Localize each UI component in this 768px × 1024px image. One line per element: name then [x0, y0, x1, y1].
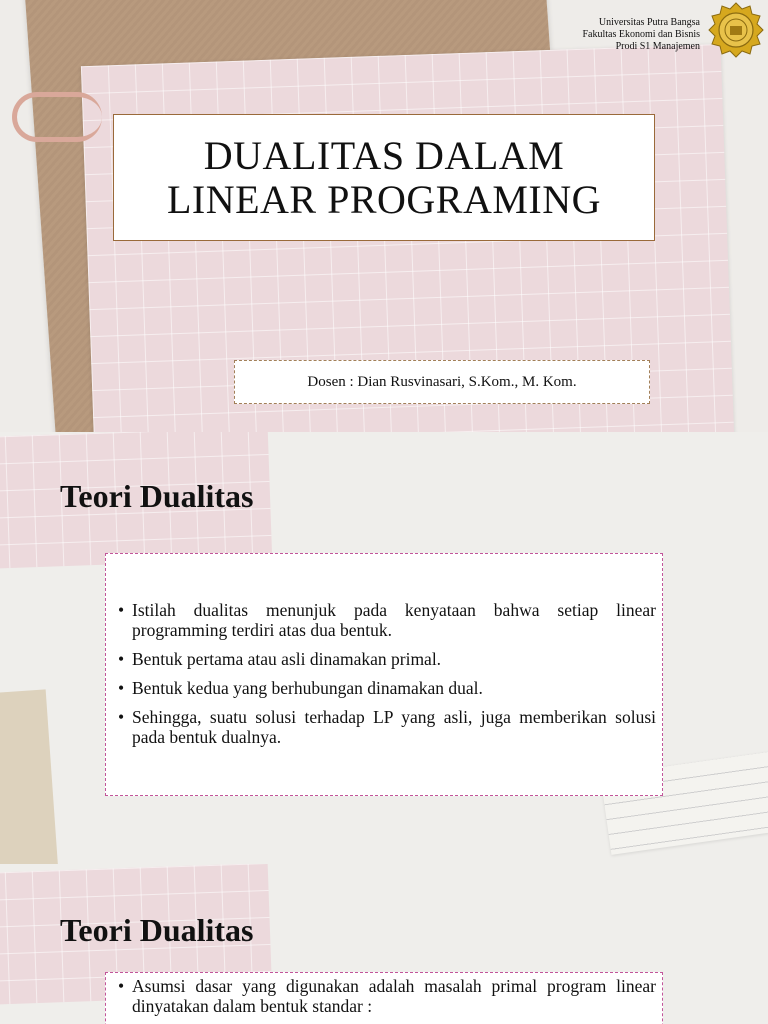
bullet-item: • Bentuk pertama atau asli dinamakan primal.	[112, 649, 656, 669]
slide-teori-dualitas-1	[0, 432, 768, 864]
title-line-2: LINEAR PROGRAMING	[166, 176, 602, 222]
bullet-item: • Sehingga, suatu solusi terhadap LP yang asli, juga memberikan solusi pada bentuk dualnya.	[112, 707, 656, 747]
paperclip-icon	[12, 92, 102, 142]
title-line-1: DUALITAS DALAM	[203, 132, 565, 178]
faculty-name: Fakultas Ekonomi dan Bisnis	[582, 29, 700, 40]
content-box	[105, 972, 663, 1024]
lecturer-box	[234, 360, 650, 404]
bullet-item: • Bentuk kedua yang berhubungan dinamakan dual.	[112, 678, 656, 698]
slide-heading: Teori Dualitas	[60, 912, 254, 948]
title-box	[113, 114, 655, 241]
bullet-list	[112, 600, 656, 747]
bullet-item: • Istilah dualitas menunjuk pada kenyataan bahwa setiap linear programming terdiri atas dua bentuk.	[112, 600, 656, 640]
bullet-item: • Asumsi dasar yang digunakan adalah masalah primal program linear dinyatakan dalam bentuk standar :	[112, 976, 656, 1016]
university-seal-icon	[708, 2, 764, 58]
university-name: Universitas Putra Bangsa	[598, 17, 700, 28]
content-box	[105, 553, 663, 796]
university-info	[583, 17, 701, 53]
slide-title	[0, 0, 768, 432]
slide-teori-dualitas-2	[0, 864, 768, 1024]
program-name: Prodi S1 Manajemen	[615, 41, 700, 52]
beige-paper	[0, 689, 58, 864]
lecturer-text: Dosen : Dian Rusvinasari, S.Kom., M. Kom.	[307, 373, 577, 390]
bullet-list	[112, 976, 656, 1016]
slide-heading: Teori Dualitas	[60, 478, 254, 514]
